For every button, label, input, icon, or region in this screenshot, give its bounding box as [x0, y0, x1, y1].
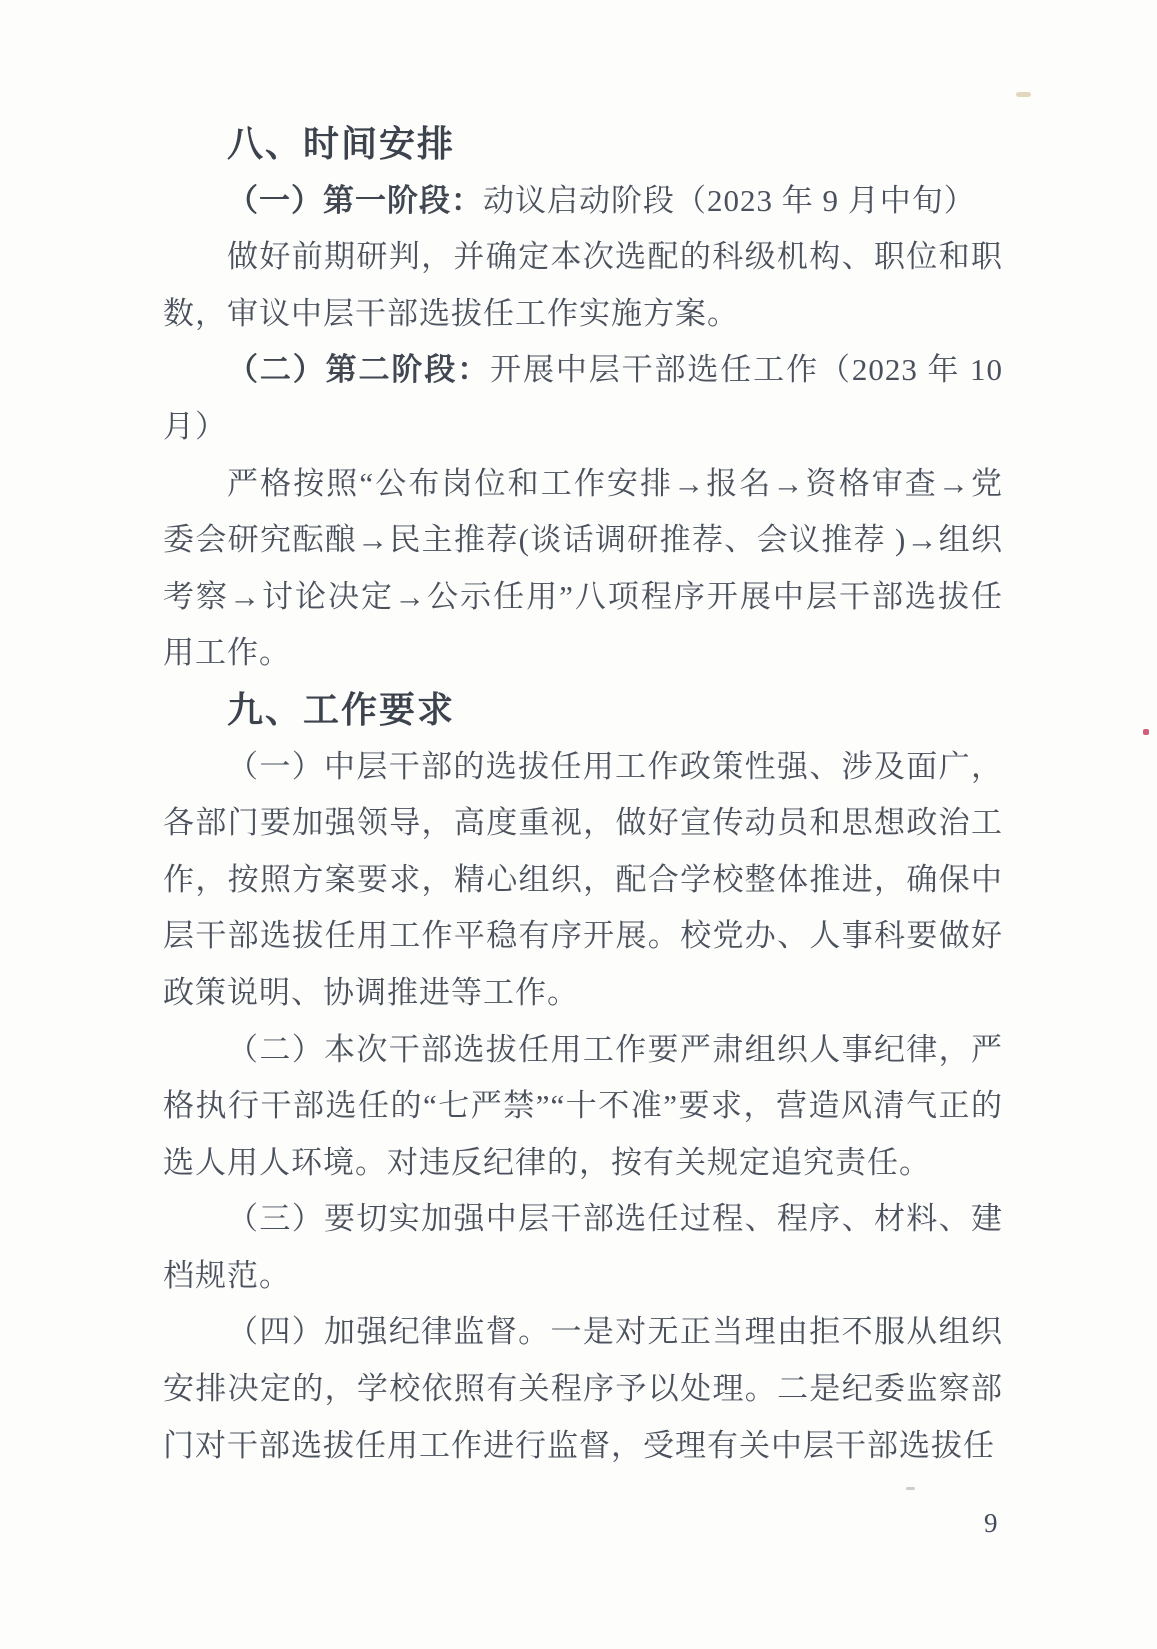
heading-section-8-time-arrangement: 八、时间安排 [227, 123, 456, 164]
para-stage-1 [163, 173, 1003, 230]
scan-speck-dash [906, 1487, 915, 1490]
para-requirement-1: （一）中层干部的选拔任用工作政策性强、涉及面广，各部门要加强领导，高度重视，做好宣传动员和思想政治工作，按照方案要求，精心组织，配合学校整体推进，确保中层干部选拔任用工作平稳有序开展。校党办、人事科要做好政策说明、协调推进等工作。 [163, 748, 1003, 1010]
para-stage-2 [163, 342, 1003, 455]
page-number: 9 [984, 1508, 998, 1538]
scan-speck-tan [1016, 92, 1031, 97]
para-stage-1-detail: 做好前期研判，并确定本次选配的科级机构、职位和职数，审议中层干部选拔任工作实施方案。 [163, 239, 1003, 331]
stage-2-text: 开展中层干部选任工作（2023 年 10 月） [163, 352, 1004, 444]
para-requirement-3: （三）要切实加强中层干部选任过程、程序、材料、建档规范。 [163, 1201, 1003, 1293]
para-selection-procedure: 严格按照“公布岗位和工作安排→报名→资格审查→党委会研究酝酿→民主推荐(谈话调研推荐、会议推荐 )→组织考察→讨论决定→公示任用”八项程序开展中层干部选拔任用工作。 [163, 465, 1003, 671]
stage-1-label: （一）第一阶段： [227, 182, 483, 218]
para-requirement-4: （四）加强纪律监督。一是对无正当理由拒不服从组织安排决定的，学校依照有关程序予以处理。二是纪委监察部门对干部选拔任用工作进行监督，受理有关中层干部选拔任 [163, 1314, 1003, 1463]
document-body [163, 116, 1003, 1474]
stage-1-text: 动议启动阶段（2023 年 9 月中旬） [483, 182, 976, 218]
stage-2-label: （二）第二阶段： [227, 352, 491, 388]
heading-section-9-work-requirements: 九、工作要求 [227, 688, 456, 730]
para-requirement-2: （二）本次干部选拔任用工作要严肃组织人事纪律，严格执行干部选任的“七严禁”“十不准”要求，营造风清气正的选人用人环境。对违反纪律的，按有关规定追究责任。 [163, 1031, 1003, 1180]
scan-speck-red [1143, 729, 1149, 735]
